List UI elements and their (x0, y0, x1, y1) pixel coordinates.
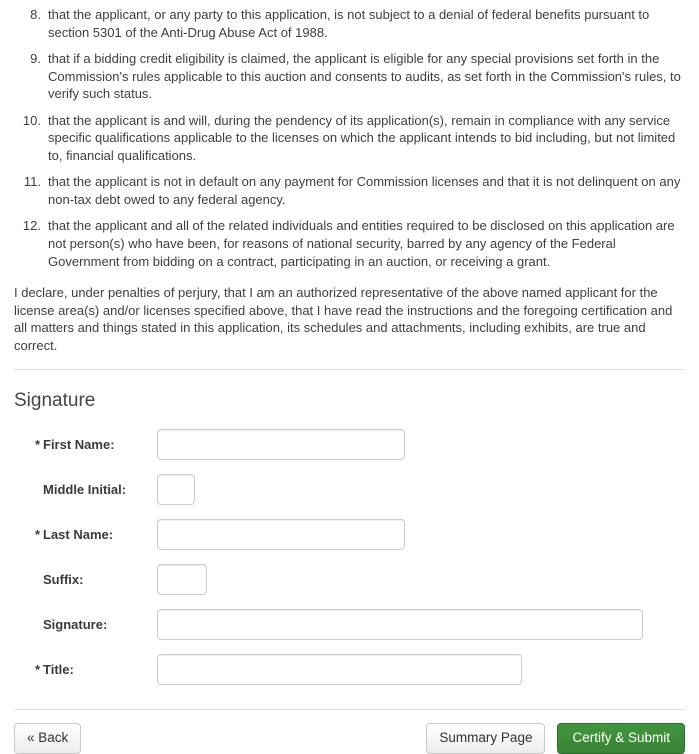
signature-input-disabled (157, 609, 643, 640)
signature-row (14, 609, 685, 640)
item-text: that the applicant is and will, during the pendency of its application(s), remain in compliance with any service specific qualifications applicable to the licenses on which the applicant intends to bid including, but not limited to, financial qualifications. (48, 112, 676, 163)
first-name-input[interactable] (157, 429, 405, 460)
first-name-label (14, 437, 157, 452)
summary-page-button[interactable]: Summary Page (426, 723, 545, 754)
first-name-label-text: First Name: (43, 437, 115, 453)
title-label-text: Title: (43, 662, 74, 678)
required-marker: * (35, 662, 41, 678)
footer-actions (14, 723, 685, 754)
footer-right-group (426, 723, 685, 754)
required-marker: * (35, 437, 41, 453)
suffix-input[interactable] (157, 564, 207, 595)
required-marker: * (35, 527, 41, 543)
item-text: that the applicant and all of the related individuals and entities required to be disclosed on this application are not person(s) who have been, for reasons of national security, barred by any agency of the Federal Government from bidding on a contract, participating in an auction, or receiving a grant. (48, 218, 675, 269)
item-text: that the applicant, or any party to this application, is not subject to a denial of federal benefits pursuant to section 5301 of the Anti-Drug Abuse Act of 1988. (48, 7, 650, 40)
signature-label-text: Signature: (43, 617, 108, 633)
certification-item-8 (14, 6, 685, 41)
last-name-label (14, 527, 157, 542)
item-number: 12. (22, 218, 41, 234)
suffix-row (14, 564, 685, 595)
certify-submit-button[interactable]: Certify & Submit (557, 723, 685, 754)
certification-item-10 (14, 112, 685, 165)
divider (14, 709, 685, 710)
last-name-row (14, 519, 685, 550)
middle-initial-row (14, 474, 685, 505)
item-text: that the applicant is not in default on any payment for Commission licenses and that it is not delinquent on any non-tax debt owed to any federal agency. (48, 174, 681, 207)
back-button[interactable]: « Back (14, 723, 81, 754)
suffix-label-text: Suffix: (43, 572, 84, 588)
signature-label (14, 617, 157, 632)
perjury-declaration: I declare, under penalties of perjury, that I am an authorized representative of the above named applicant for the license area(s) and/or licenses specified above, that I have read the instructions and the foregoing certification and all matters and things stated in this application, its schedules and attachments, including exhibits, are true and correct. (14, 285, 673, 353)
title-label (14, 662, 157, 677)
certification-item-9 (14, 50, 685, 103)
middle-initial-label (14, 482, 157, 497)
item-number: 10. (22, 112, 41, 128)
certification-item-12 (14, 217, 685, 270)
suffix-label (14, 572, 157, 587)
divider (14, 369, 685, 370)
certification-item-11 (14, 173, 685, 208)
item-number: 9. (30, 51, 41, 67)
middle-initial-input[interactable] (157, 474, 195, 505)
title-input[interactable] (157, 654, 522, 685)
certification-list (14, 6, 685, 270)
last-name-label-text: Last Name: (43, 527, 114, 543)
middle-initial-label-text: Middle Initial: (43, 482, 127, 498)
signature-section-heading: Signature (14, 390, 96, 412)
item-text: that if a bidding credit eligibility is claimed, the applicant is eligible for any special provisions set forth in the Commission's rules applicable to this auction and consents to audits, as set forth in the Commission's rules, to verify such status. (48, 51, 681, 102)
last-name-input[interactable] (157, 519, 405, 550)
item-number: 8. (30, 7, 41, 22)
first-name-row (14, 429, 685, 460)
item-number: 11. (23, 174, 41, 190)
title-row (14, 654, 685, 685)
